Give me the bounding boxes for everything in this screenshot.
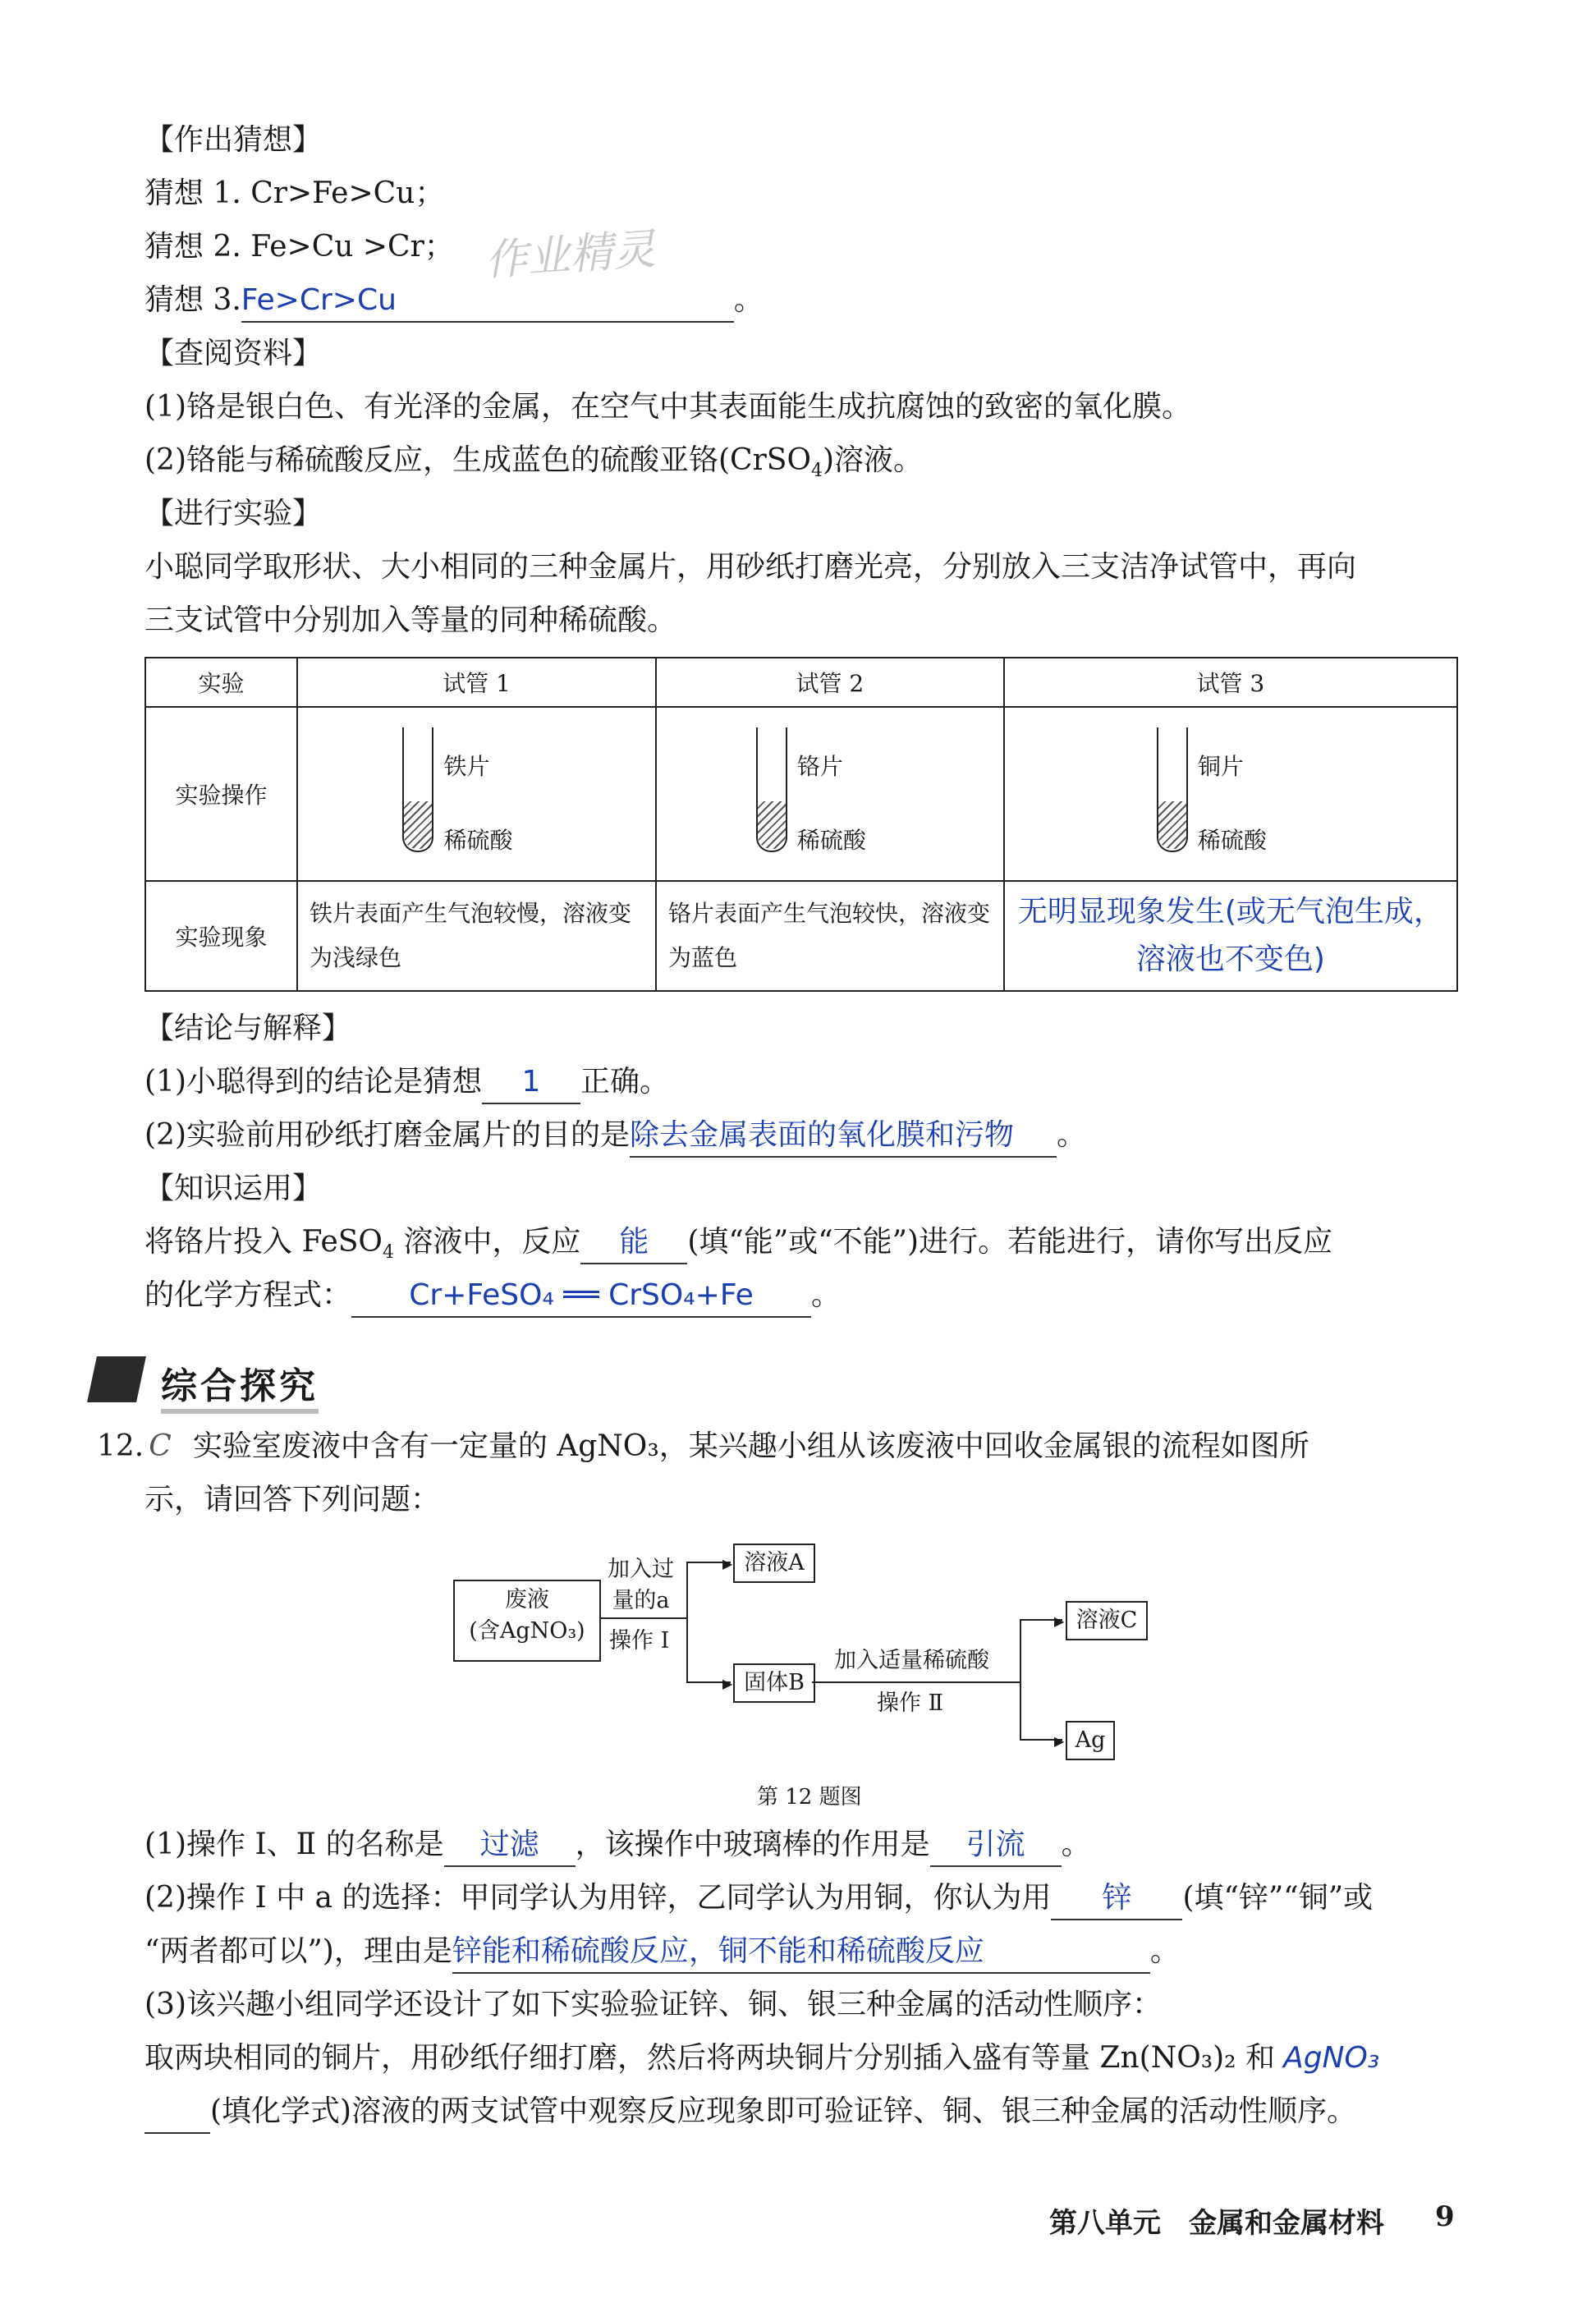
tube-3-acid: 稀硫酸: [1197, 827, 1267, 854]
research-heading: 【查阅资料】: [144, 337, 323, 370]
tube-1-acid: 稀硫酸: [443, 827, 513, 854]
q12-sub-3c-text: (填化学式)溶液的两支试管中观察反应现象即可验证锌、铜、银三种金属的活动性顺序。: [210, 2094, 1357, 2128]
table-header-tube-1: 试管 1: [297, 658, 656, 707]
conclusion-q1-suffix: 正确。: [580, 1065, 670, 1099]
q12-level: C: [149, 1429, 172, 1463]
application-line-2-suffix: 。: [811, 1278, 842, 1312]
hypothesis-heading: 【作出猜想】: [144, 123, 323, 157]
watermark: 作业精灵: [483, 224, 658, 287]
q12-sub-1-mid: ，该操作中玻璃棒的作用是: [575, 1828, 930, 1861]
row-operation-label: 实验操作: [145, 707, 297, 881]
flow-waste-label: 废液: [505, 1587, 549, 1612]
observation-3: 无明显现象发生(或无气泡生成，溶液也不变色): [1004, 881, 1457, 991]
hypothesis-3: [144, 280, 764, 323]
flow-silver: Ag: [1066, 1721, 1115, 1760]
tube-2-acid: 稀硫酸: [796, 827, 866, 854]
conclusion-q2-prefix: (2)实验前用砂纸打磨金属片的目的是: [144, 1118, 630, 1152]
research-item-2: [144, 440, 923, 492]
hypothesis-1: 猜想 1. Cr>Fe>Cu；: [144, 177, 445, 210]
q12-sub-3c: [144, 2091, 1356, 2134]
table-header-tube-3: 试管 3: [1004, 658, 1457, 707]
research-item-2-suffix: )溶液。: [822, 443, 924, 477]
application-equation: Cr+FeSO₄ ══ CrSO₄+Fe: [351, 1275, 811, 1318]
q12-sub-1: [144, 1824, 1091, 1867]
tube-3-metal: 铜片: [1197, 753, 1244, 780]
observation-1: 铁片表面产生气泡较慢，溶液变为浅绿色: [297, 881, 656, 991]
footer-unit: 第八单元 金属和金属材料: [1049, 2207, 1384, 2240]
flow-add-a-2: 量的a: [612, 1588, 670, 1613]
q12-sub-2-suffix: (填“锌”“铜”或: [1182, 1881, 1374, 1915]
flow-add-a-1: 加入过: [608, 1557, 674, 1582]
hypothesis-3-prefix: 猜想 3.: [144, 283, 241, 317]
q12-sub-1-prefix: (1)操作 Ⅰ、Ⅱ 的名称是: [144, 1828, 444, 1861]
flow-solution-c: 溶液C: [1066, 1601, 1148, 1640]
conclusion-q1-prefix: (1)小聪得到的结论是猜想: [144, 1065, 482, 1099]
research-item-2-prefix: (2)铬能与稀硫酸反应，生成蓝色的硫酸亚铬(CrSO: [144, 443, 811, 477]
tube-2-cell: [656, 707, 1004, 881]
hypothesis-2: 猜想 2. Fe>Cu >Cr；: [144, 230, 454, 264]
conclusion-q1-answer: 1: [482, 1062, 580, 1104]
hypothesis-3-suffix: 。: [733, 283, 764, 317]
flow-solid-b: 固体B: [733, 1663, 815, 1703]
q12-line-1: [97, 1426, 1309, 1467]
experiment-text-2: 三支试管中分别加入等量的同种稀硫酸。: [144, 603, 677, 637]
q12-sub-3b-prefix: 取两块相同的铜片，用砂纸仔细打磨，然后将两块铜片分别插入盛有等量 Zn(NO₃)₂ 和: [144, 2041, 1276, 2075]
q12-sub-3: (3)该兴趣小组同学还设计了如下实验验证锌、铜、银三种金属的活动性顺序：: [144, 1988, 1162, 2021]
experiment-heading: 【进行实验】: [144, 497, 323, 530]
conclusion-q1: [144, 1062, 669, 1104]
q12-text-1: 实验室废液中含有一定量的 AgNO₃，某兴趣小组从该废液中回收金属银的流程如图所: [192, 1429, 1309, 1463]
tube-1-metal: 铁片: [443, 753, 490, 780]
experiment-text-1: 小聪同学取形状、大小相同的三种金属片，用砂纸打磨光亮，分别放入三支洁净试管中，再向: [144, 550, 1357, 584]
q12-answer-glass-rod: 引流: [930, 1824, 1062, 1867]
page-number: 9: [1435, 2200, 1455, 2233]
flow-add-acid: 加入适量稀硫酸: [834, 1648, 989, 1673]
research-item-2-sub: 4: [810, 461, 823, 482]
application-line-1-prefix: 将铬片投入 FeSO: [144, 1225, 383, 1259]
conclusion-q2-answer: 除去金属表面的氧化膜和污物: [630, 1115, 1057, 1158]
table-header-tube-2: 试管 2: [656, 658, 1004, 707]
flow-waste-box: [453, 1580, 601, 1662]
application-line-1-suffix: (填“能”或“不能”)进行。若能进行，请你写出反应: [687, 1225, 1333, 1259]
hypothesis-3-answer: Fe>Cr>Cu: [241, 280, 734, 323]
tube-3-cell: [1004, 707, 1457, 881]
observation-2: 铬片表面产生气泡较快，溶液变为蓝色: [656, 881, 1004, 991]
flow-waste-sub: (含AgNO₃): [469, 1618, 585, 1644]
experiment-table: [144, 657, 1458, 992]
flow-line-split: [686, 1562, 688, 1683]
test-tube-2: [699, 716, 961, 872]
flow-add-a: [608, 1554, 674, 1617]
application-answer-1: 能: [580, 1222, 687, 1264]
row-observation-label: 实验现象: [145, 881, 297, 991]
q12-sub-2-prefix: (2)操作 Ⅰ 中 a 的选择：甲同学认为用锌，乙同学认为用铜，你认为用: [144, 1881, 1052, 1915]
application-line-1-sub: 4: [382, 1242, 394, 1264]
flow-line-b: [812, 1681, 1020, 1683]
conclusion-heading: 【结论与解释】: [144, 1012, 352, 1045]
q12-sub-1-suffix: 。: [1061, 1828, 1091, 1861]
q12-answer-operation: 过滤: [444, 1824, 576, 1867]
test-tube-3: [1099, 716, 1362, 872]
q12-number: 12.: [97, 1429, 144, 1463]
q12-sub-2b: [144, 1931, 1180, 1974]
flow-solution-a: 溶液A: [733, 1544, 815, 1583]
conclusion-q2-suffix: 。: [1057, 1118, 1087, 1152]
q12-answer-choice: 锌: [1051, 1878, 1182, 1920]
application-line-1-mid: 溶液中，反应: [393, 1225, 581, 1259]
q12-sub-2: [144, 1878, 1373, 1920]
flow-line-split-2: [1020, 1619, 1021, 1741]
application-heading: 【知识运用】: [144, 1172, 323, 1205]
test-tube-1: [345, 716, 608, 872]
q12-sub-2b-suffix: 。: [1149, 1934, 1180, 1968]
flow-caption: 第 12 题图: [757, 1785, 862, 1810]
research-item-1: (1)铬是银白色、有光泽的金属，在空气中其表面能生成抗腐蚀的致密的氧化膜。: [144, 390, 1191, 424]
q12-answer-reason: 锌能和稀硫酸反应，铜不能和稀硫酸反应: [452, 1931, 1150, 1974]
flow-op1: 操作 Ⅰ: [609, 1628, 670, 1654]
q12-sub-2b-prefix: “两者都可以”)，理由是: [144, 1934, 452, 1968]
section-title: 综合探究: [161, 1356, 319, 1414]
table-header-experiment: 实验: [145, 658, 297, 707]
tube-1-cell: [297, 707, 656, 881]
application-line-2-prefix: 的化学方程式：: [144, 1278, 352, 1312]
application-line-2: [144, 1275, 841, 1318]
q12-answer-formula: AgNO₃: [1283, 2041, 1380, 2075]
q12-text-2: 示，请回答下列问题：: [144, 1483, 441, 1516]
flow-line-main: [599, 1617, 688, 1619]
q12-sub-3b: [144, 2038, 1379, 2079]
application-line-1: [144, 1222, 1332, 1273]
section-badge-icon: [87, 1356, 146, 1402]
tube-2-metal: 铬片: [796, 753, 843, 780]
conclusion-q2: [144, 1115, 1086, 1158]
flow-op2: 操作 Ⅱ: [877, 1690, 943, 1716]
